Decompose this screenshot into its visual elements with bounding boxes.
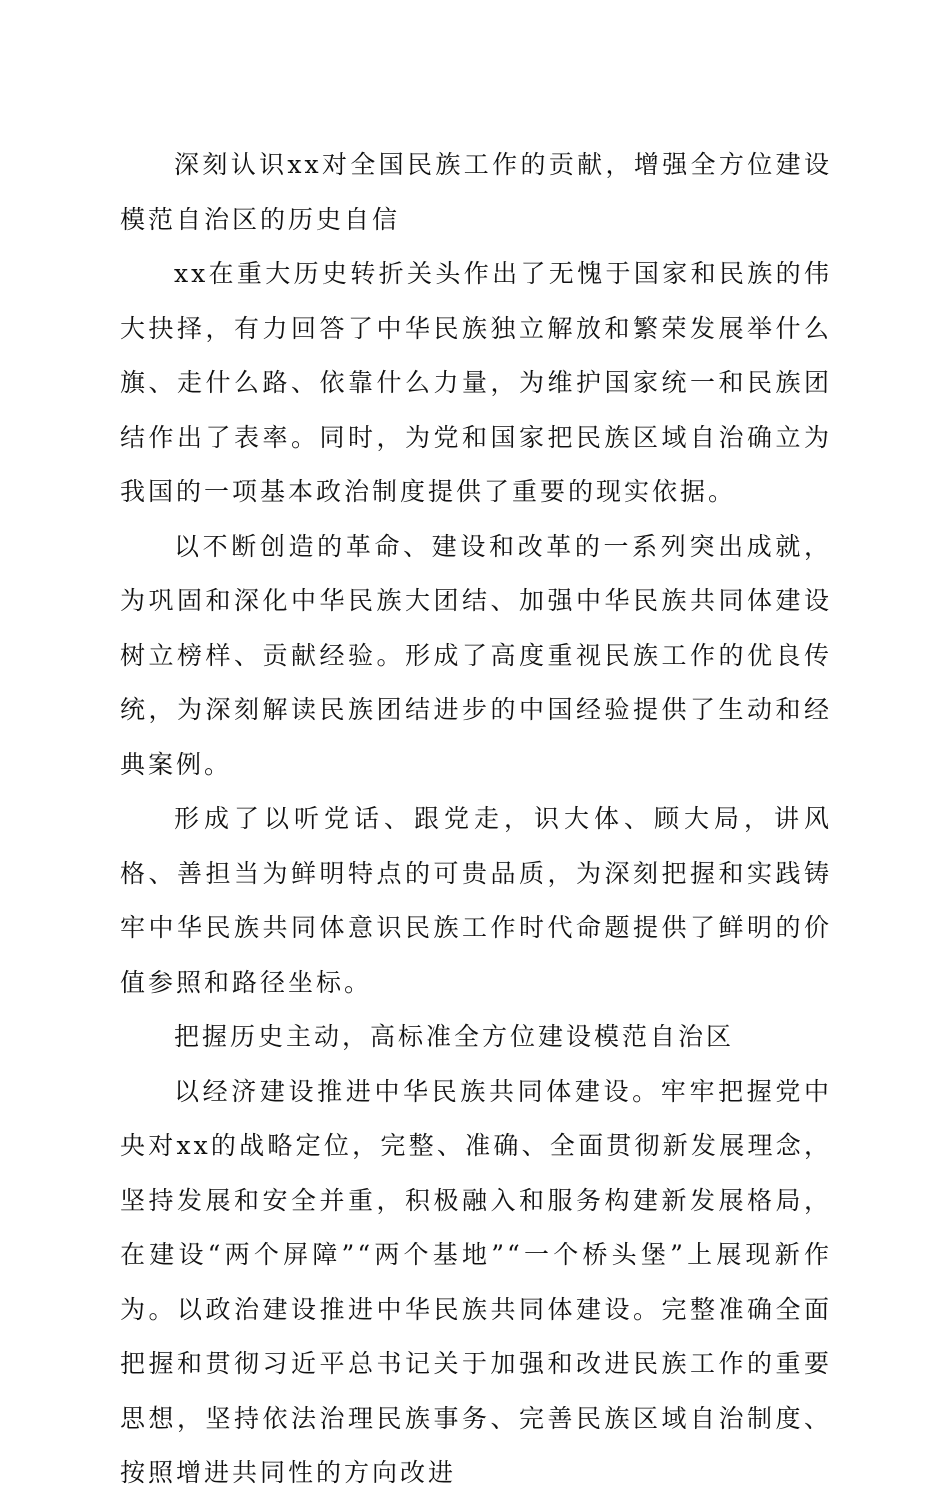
paragraph-3: 形成了以听党话、跟党走，识大体、顾大局，讲风格、善担当为鲜明特点的可贵品质，为深刻把握和实践铸牢中华民族共同体意识民族工作时代命题提供了鲜明的价值参照和路径坐标。 <box>120 804 832 997</box>
section-heading-2: 把握历史主动，高标准全方位建设模范自治区 <box>174 1022 735 1051</box>
paragraph-4: 以经济建设推进中华民族共同体建设。牢牢把握党中央对xx的战略定位，完整、准确、全面贯彻新发展理念，坚持发展和安全并重，积极融入和服务构建新发展格局，在建设“两个屏障”“两个基地”“一个桥头堡”上展现新作为。以政治建设推进中华民族共同体建设。完整准确全面把握和贯彻习近平总书记关于加强和改进民族工作的重要思想，坚持依法治理民族事务、完善民族区域自治制度、按照增进共同性的方向改进 <box>120 1076 832 1487</box>
document-body <box>120 138 832 1501</box>
paragraph-2: 以不断创造的革命、建设和改革的一系列突出成就，为巩固和深化中华民族大团结、加强中华民族共同体建设树立榜样、贡献经验。形成了高度重视民族工作的优良传统，为深刻解读民族团结进步的中国经验提供了生动和经典案例。 <box>120 531 832 779</box>
section-heading-1: 深刻认识xx对全国民族工作的贡献，增强全方位建设模范自治区的历史自信 <box>120 150 832 234</box>
paragraph-1: xx在重大历史转折关头作出了无愧于国家和民族的伟大抉择，有力回答了中华民族独立解放和繁荣发展举什么旗、走什么路、依靠什么力量，为维护国家统一和民族团结作出了表率。同时，为党和国家把民族区域自治确立为我国的一项基本政治制度提供了重要的现实依据。 <box>120 259 832 506</box>
